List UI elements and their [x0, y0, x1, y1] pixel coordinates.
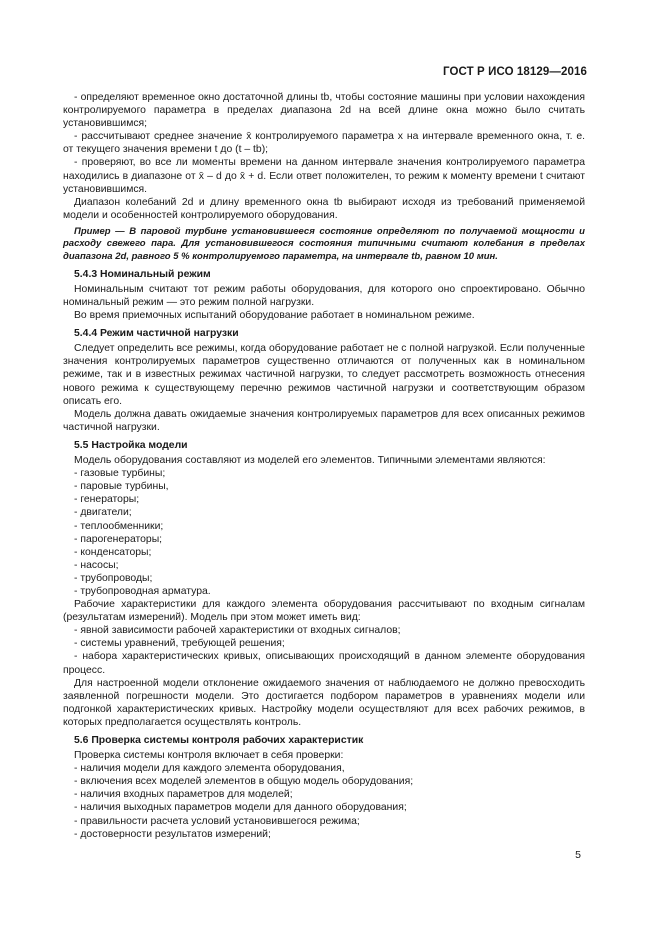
list-item: - включения всех моделей элементов в общую модель оборудования; [74, 776, 414, 788]
section-heading-5-4-3: 5.4.3 Номинальный режим [74, 268, 211, 280]
paragraph: Проверка системы контроля включает в себя проверки: [74, 750, 344, 762]
list-item: - правильности расчета условий установившегося режима; [74, 815, 360, 827]
paragraph: Модель оборудования составляют из моделей его элементов. Типичными элементами являются: [74, 455, 546, 467]
section-heading-5-4-4: 5.4.4 Режим частичной нагрузки [74, 328, 239, 340]
list-item: - системы уравнений, требующей решения; [74, 638, 285, 650]
list-item: - конденсаторы; [74, 546, 152, 558]
paragraph: Рабочие характеристики для каждого элемента оборудования рассчитывают по входным сигналам (результатам измерений). Модель при этом может иметь вид: [63, 599, 585, 624]
document-header: ГОСТ Р ИСО 18129—2016 [442, 66, 587, 78]
list-item: - наличия входных параметров для моделей; [74, 789, 293, 801]
paragraph: - рассчитывают среднее значение x̄ контролируемого параметра x на интервале временного окна, т. е. от текущего значения времени t до (t – tb); [63, 131, 585, 156]
list-item: - трубопроводная арматура. [74, 585, 211, 597]
list-item: - трубопроводы; [74, 572, 153, 584]
paragraph: Во время приемочных испытаний оборудование работает в номинальном режиме. [74, 310, 475, 322]
paragraph: - определяют временное окно достаточной длины tb, чтобы состояние машины при условии нахождения контролируемого параметра в пределах диапазона 2d на всей длине окна можно было считать установившимся; [63, 92, 585, 130]
list-item: - насосы; [74, 559, 119, 571]
list-item: - парогенераторы; [74, 533, 163, 545]
list-item: - газовые турбины; [74, 468, 166, 480]
paragraph: Для настроенной модели отклонение ожидаемого значения от наблюдаемого не должно превосходить заявленной погрешности модели. Это достигается подбором параметров в уравнениях модели или подгонкой характеристических кривых. Настройку модели осуществляют для всех рабочих режимов, в которых предполагается осуществлять контроль. [63, 677, 585, 728]
paragraph: Модель должна давать ожидаемые значения контролируемых параметров для всех описанных режимов частичной нагрузки. [63, 408, 585, 433]
list-item: - набора характеристических кривых, описывающих происходящий в данном элементе оборудования процесс. [63, 651, 585, 676]
page-number: 5 [575, 849, 581, 861]
list-item: - двигатели; [74, 507, 132, 519]
list-item: - наличия модели для каждого элемента оборудования, [74, 763, 345, 775]
list-item: - явной зависимости рабочей характеристики от входных сигналов; [74, 625, 401, 637]
list-item: - паровые турбины, [74, 481, 169, 493]
section-heading-5-6: 5.6 Проверка системы контроля рабочих характеристик [74, 735, 364, 747]
paragraph: - проверяют, во все ли моменты времени на данном интервале значения контролируемого параметра находились в диапазоне от x̄ – d до x̄ + d. Если ответ положителен, то режим к моменту времени t считают установившимся. [63, 157, 585, 195]
list-item: - теплообменники; [74, 520, 164, 532]
paragraph: Диапазон колебаний 2d и длину временного окна tb выбирают исходя из требований применяемой модели и особенностей контролируемого оборудования. [63, 196, 585, 221]
list-item: - наличия выходных параметров модели для данного оборудования; [74, 802, 407, 814]
paragraph: Номинальным считают тот режим работы оборудования, для которого оно спроектировано. Обычно номинальный режим — это режим полной нагрузки. [63, 283, 585, 309]
list-item: - генераторы; [74, 494, 140, 506]
paragraph: Следует определить все режимы, когда оборудование работает не с полной нагрузкой. Если полученные значения контролируемых параметров существенно отличаются от полученных как в номинальном режиме, так и в известных режимах частичной нагрузки, то следует рассмотреть возможность отнесения нового режима к существующему перечню режимов частичной нагрузки и соответствующим образом описать его. [63, 343, 585, 407]
example-note: Пример — В паровой турбине установившееся состояние определяют по получаемой мощности и расходу свежего пара. Для установившегося состояния типичными считают колебания в пределах диапазона 2d, равного 5 % контролируемого параметра, на интервале tb, равном 10 мин. [63, 225, 585, 262]
page-body [63, 91, 585, 841]
list-item: - достоверности результатов измерений; [74, 828, 271, 840]
section-heading-5-5: 5.5 Настройка модели [74, 439, 188, 451]
